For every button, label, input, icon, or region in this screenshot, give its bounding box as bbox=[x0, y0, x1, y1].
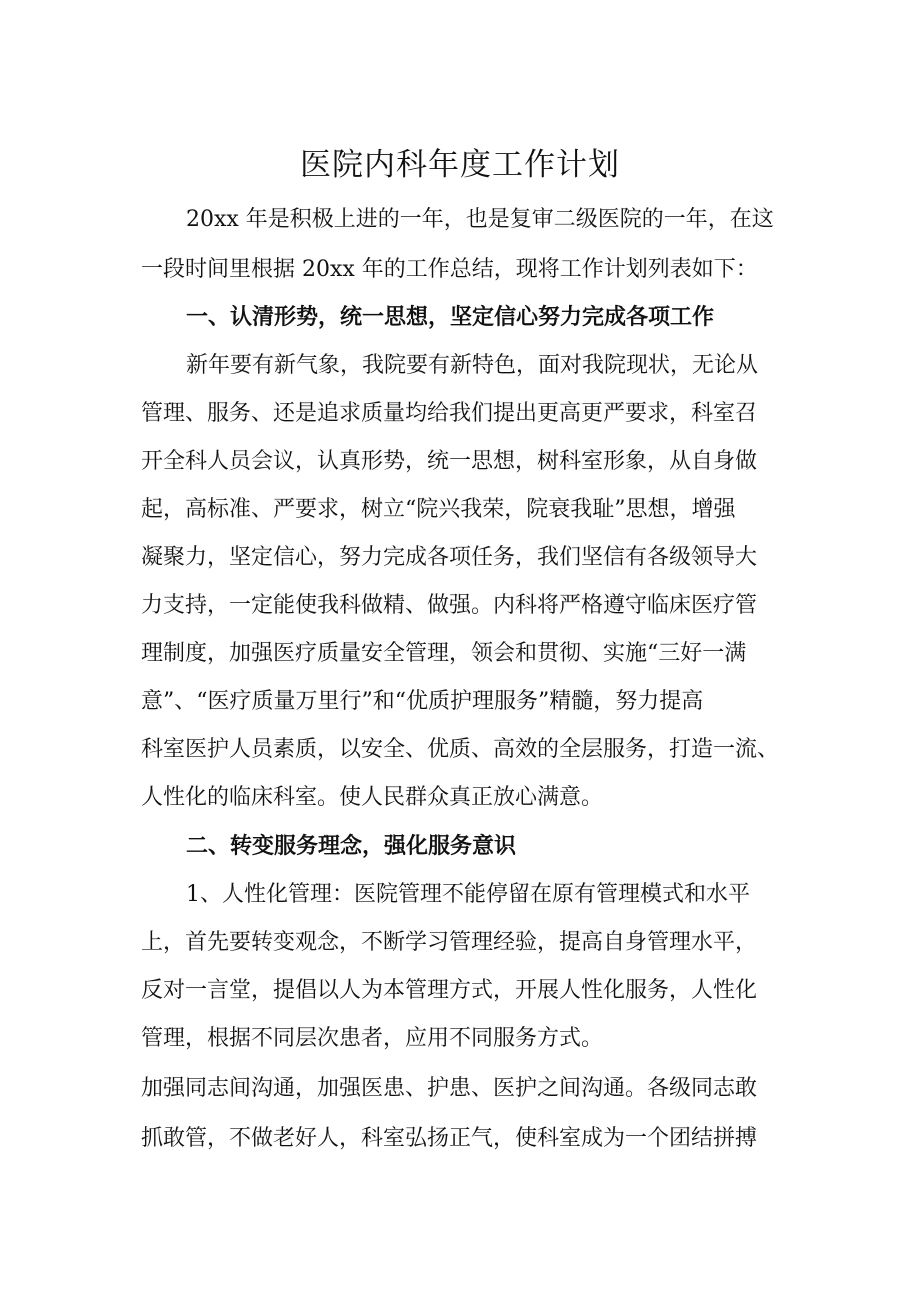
body-text-1: 新年要有新气象，我院要有新特色，面对我院现状，无论从 bbox=[186, 353, 759, 378]
document-title: 医院内科年度工作计划 bbox=[300, 147, 620, 183]
body-text-4: 起，高标准、严要求，树立“院兴我荣，院衰我耻”思想，增强 bbox=[141, 497, 736, 522]
intro-text-1: 20xx 年是积极上进的一年，也是复审二级医院的一年，在这 bbox=[186, 207, 774, 232]
body-text-13: 反对一言堂，提倡以人为本管理方式，开展人性化服务，人性化 bbox=[141, 978, 758, 1003]
body-text-14: 管理，根据不同层次患者，应用不同服务方式。 bbox=[141, 1026, 604, 1051]
section-heading-1-text: 一、认清形势，统一思想，坚定信心努力完成各项工作 bbox=[186, 305, 715, 330]
body-text-15: 加强同志间沟通，加强医患、护患、医护之间沟通。各级同志敢 bbox=[141, 1076, 758, 1101]
section-heading-2-text: 二、转变服务理念，强化服务意识 bbox=[186, 834, 517, 859]
body-text-9: 科室医护人员素质，以安全、优质、高效的全层服务，打造一流、 bbox=[141, 737, 780, 762]
body-text-11: 1、人性化管理：医院管理不能停留在原有管理模式和水平 bbox=[186, 882, 750, 907]
body-text-6: 力支持，一定能使我科做精、做强。内科将严格遵守临床医疗管 bbox=[141, 593, 758, 618]
body-text-7: 理制度，加强医疗质量安全管理，领会和贯彻、实施“三好一满 bbox=[141, 641, 747, 666]
body-text-16: 抓敢管，不做老好人，科室弘扬正气，使科室成为一个团结拼搏 bbox=[141, 1126, 758, 1151]
intro-text-2: 一段时间里根据 20xx 年的工作总结，现将工作计划列表如下： bbox=[141, 257, 758, 282]
body-text-12: 上，首先要转变观念，不断学习管理经验，提高自身管理水平， bbox=[141, 930, 758, 955]
body-text-2: 管理、服务、还是追求质量均给我们提出更高更严要求，科室召 bbox=[141, 401, 758, 426]
body-text-5: 凝聚力，坚定信心，努力完成各项任务，我们坚信有各级领导大 bbox=[141, 545, 758, 570]
body-text-3: 开全科人员会议，认真形势，统一思想，树科室形象，从自身做 bbox=[141, 449, 758, 474]
body-text-8: 意”、“医疗质量万里行”和“优质护理服务”精髓，努力提高 bbox=[141, 689, 704, 714]
body-text-10: 人性化的临床科室。使人民群众真正放心满意。 bbox=[141, 785, 604, 810]
